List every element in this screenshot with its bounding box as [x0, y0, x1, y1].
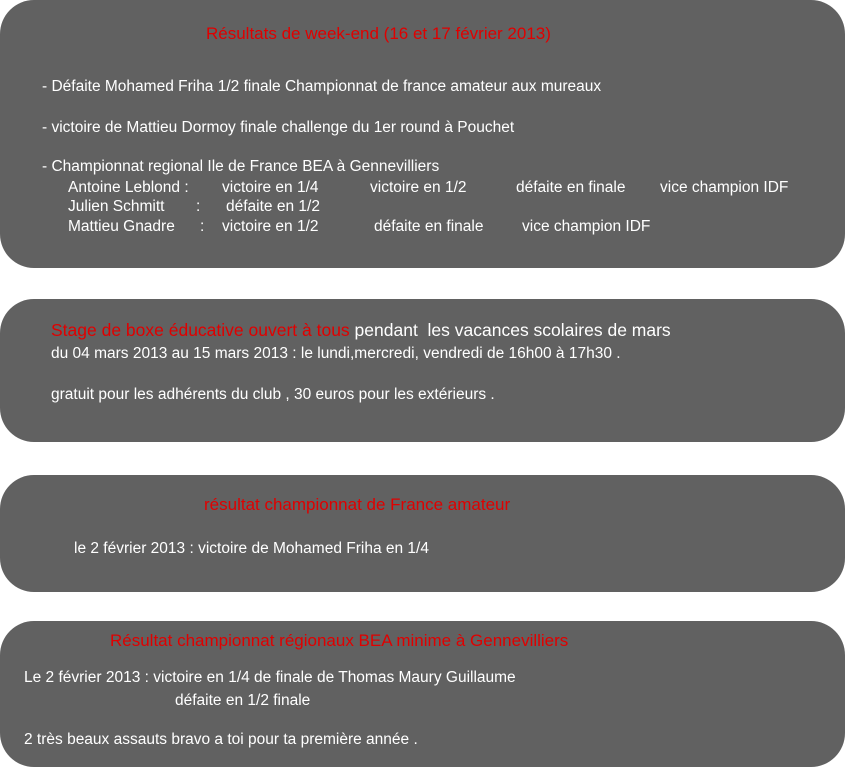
stage-title-rest: pendant les vacances scolaires de mars — [349, 320, 671, 340]
row1-r1: victoire en 1/4 — [222, 179, 319, 196]
regionaux-result-2: défaite en 1/2 finale — [175, 692, 311, 709]
row2-sep: : — [196, 198, 201, 215]
result-line-friha: - Défaite Mohamed Friha 1/2 finale Championnat de france amateur aux mureaux — [42, 78, 602, 95]
regionaux-result-1: Le 2 février 2013 : victoire en 1/4 de finale de Thomas Maury Guillaume — [24, 669, 516, 686]
result-line-dormoy: - victoire de Mattieu Dormoy finale challenge du 1er round à Pouchet — [42, 119, 515, 136]
regionaux-card — [0, 621, 845, 767]
result-line-championnat: - Championnat regional Ile de France BEA à Gennevilliers — [42, 158, 440, 175]
row3-r2: défaite en finale — [374, 218, 484, 235]
championnat-france-title: résultat championnat de France amateur — [204, 495, 511, 514]
row3-sep: : — [200, 218, 205, 235]
row1-r2: victoire en 1/2 — [370, 179, 467, 196]
weekend-results-card — [0, 0, 845, 268]
row3-name: Mattieu Gnadre — [68, 218, 175, 235]
championnat-france-card — [0, 475, 845, 592]
row3-r3: vice champion IDF — [522, 218, 651, 235]
row1-r4: vice champion IDF — [660, 179, 789, 196]
stage-prices: gratuit pour les adhérents du club , 30 euros pour les extérieurs . — [51, 386, 495, 403]
row1-name: Antoine Leblond : — [68, 179, 189, 196]
stage-title-highlight: Stage de boxe éducative ouvert à tous — [51, 320, 350, 340]
stage-card — [0, 299, 845, 442]
stage-dates: du 04 mars 2013 au 15 mars 2013 : le lundi,mercredi, vendredi de 16h00 à 17h30 . — [51, 345, 621, 362]
row3-r1: victoire en 1/2 — [222, 218, 319, 235]
row2-r1: défaite en 1/2 — [226, 198, 320, 215]
row1-r3: défaite en finale — [516, 179, 626, 196]
row2-name: Julien Schmitt — [68, 198, 165, 215]
championnat-france-result: le 2 février 2013 : victoire de Mohamed Friha en 1/4 — [74, 540, 429, 557]
regionaux-comment: 2 très beaux assauts bravo a toi pour ta première année . — [24, 731, 418, 748]
stage-title — [51, 321, 671, 340]
weekend-results-title: Résultats de week-end (16 et 17 février 2013) — [206, 24, 551, 43]
regionaux-title: Résultat championnat régionaux BEA minime à Gennevilliers — [110, 631, 569, 650]
